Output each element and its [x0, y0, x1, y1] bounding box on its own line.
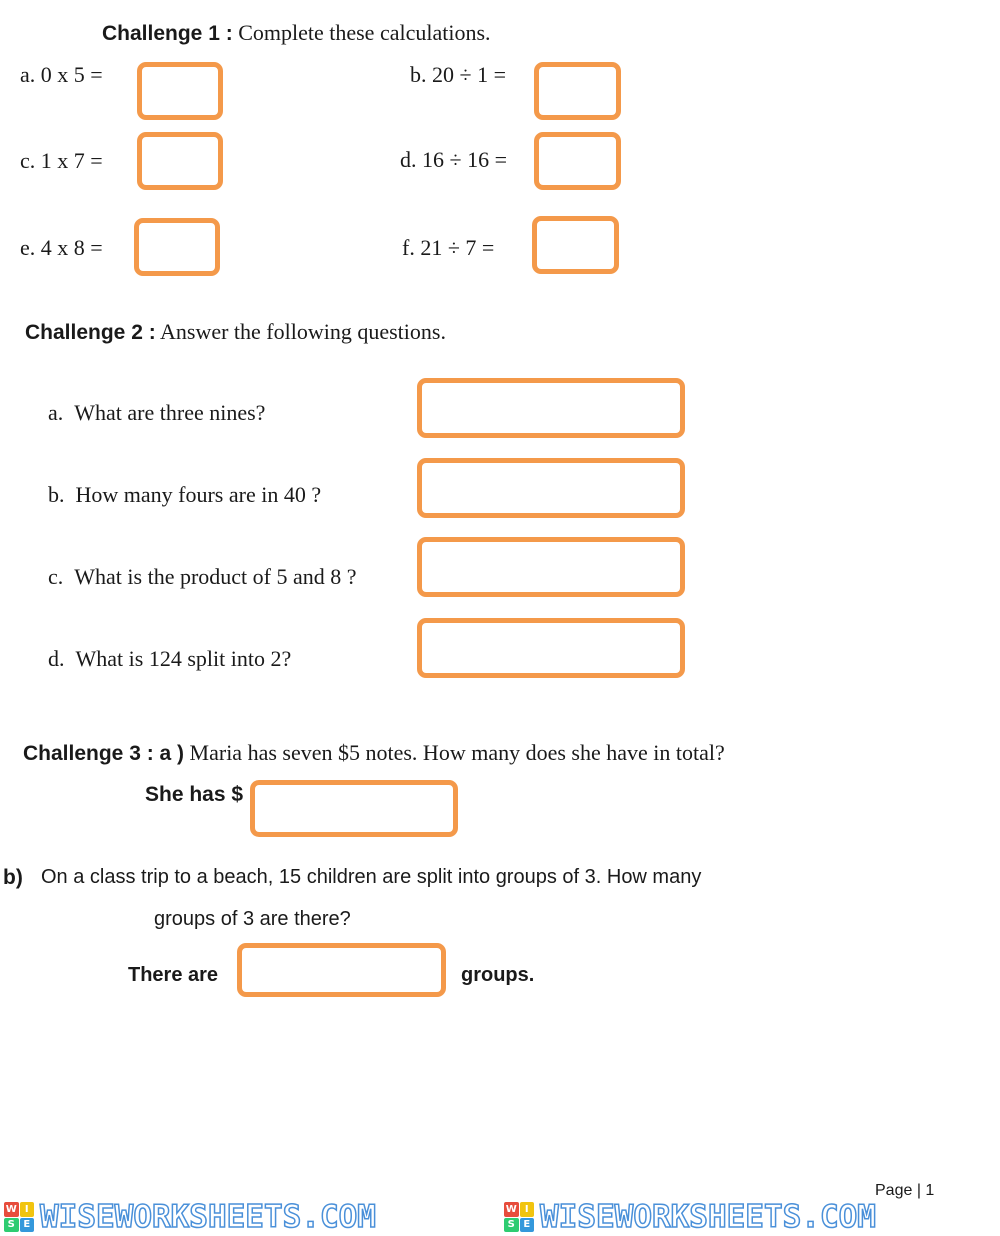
- brand-logo-letter: I: [520, 1202, 535, 1217]
- question-b-marker-c3: b): [3, 866, 23, 889]
- answer-b-suffix: groups.: [461, 964, 535, 986]
- brand-text: WISEWORKSHEETS.COM: [540, 1199, 876, 1235]
- calc-a-text: a. 0 x 5 =: [20, 62, 103, 87]
- calc-e-answer-box[interactable]: [134, 218, 220, 276]
- challenge-3-label: Challenge 3 : a ): [23, 742, 185, 765]
- challenge-3-question-a: Maria has seven $5 notes. How many does she have in total?: [189, 740, 725, 765]
- answer-b-box[interactable]: [237, 943, 446, 997]
- challenge-3-heading: [23, 740, 725, 766]
- challenge-1-heading: [102, 20, 491, 46]
- brand-logo-letter: E: [520, 1218, 535, 1233]
- challenge-1-label: Challenge 1 :: [102, 22, 233, 45]
- brand-logo-letter: I: [20, 1202, 35, 1217]
- brand-banner-1: [4, 1200, 376, 1234]
- brand-logo-letter: W: [505, 1203, 517, 1215]
- page-number: Page | 1: [875, 1182, 935, 1199]
- challenge-2-label: Challenge 2 :: [25, 321, 156, 344]
- answer-a-box[interactable]: [250, 780, 458, 837]
- question-c: [48, 564, 357, 590]
- calc-a-answer-box[interactable]: [137, 62, 223, 120]
- question-a-marker: a.: [48, 400, 64, 425]
- question-b-answer-box[interactable]: [417, 458, 685, 518]
- brand-logo-letter: S: [504, 1218, 519, 1233]
- challenge-1-instruction: Complete these calculations.: [238, 20, 491, 45]
- challenge-2-heading: [25, 319, 446, 345]
- question-d-marker: d.: [48, 646, 65, 671]
- question-c-answer-box[interactable]: [417, 537, 685, 597]
- calc-d-text: d. 16 ÷ 16 =: [400, 147, 507, 172]
- calc-f-answer-box[interactable]: [532, 216, 619, 274]
- challenge-2-instruction: Answer the following questions.: [160, 319, 446, 344]
- question-a-answer-box[interactable]: [417, 378, 685, 438]
- question-a-text: What are three nines?: [74, 400, 266, 425]
- question-b-text: How many fours are in 40 ?: [75, 482, 322, 507]
- brand-logo-icon: [504, 1202, 534, 1232]
- question-d-answer-box[interactable]: [417, 618, 685, 678]
- question-c-text: What is the product of 5 and 8 ?: [74, 564, 357, 589]
- question-a: [48, 400, 265, 426]
- calc-c-answer-box[interactable]: [137, 132, 223, 190]
- question-b-marker: b.: [48, 482, 65, 507]
- question-d-text: What is 124 split into 2?: [75, 646, 292, 671]
- calc-f-text: f. 21 ÷ 7 =: [402, 235, 495, 260]
- calc-e-text: e. 4 x 8 =: [20, 235, 103, 260]
- brand-logo-letter: S: [4, 1218, 19, 1233]
- answer-b-prefix: There are: [128, 964, 219, 986]
- calc-c-text: c. 1 x 7 =: [20, 148, 103, 173]
- calc-d-answer-box[interactable]: [534, 132, 621, 190]
- question-d: [48, 646, 291, 672]
- question-b: [48, 482, 321, 508]
- question-c-marker: c.: [48, 564, 64, 589]
- brand-logo-letter: E: [20, 1218, 35, 1233]
- calc-b-text: b. 20 ÷ 1 =: [410, 62, 506, 87]
- calc-b-answer-box[interactable]: [534, 62, 621, 120]
- challenge-3-question-b-line2: groups of 3 are there?: [154, 908, 351, 930]
- brand-banner-2: [504, 1200, 876, 1234]
- brand-logo-icon: [4, 1202, 34, 1232]
- brand-text: WISEWORKSHEETS.COM: [40, 1199, 376, 1235]
- challenge-3-question-b-line1: On a class trip to a beach, 15 children are split into groups of 3. How many: [41, 866, 702, 888]
- answer-a-prefix: She has $: [145, 783, 244, 806]
- brand-logo-letter: W: [5, 1203, 17, 1215]
